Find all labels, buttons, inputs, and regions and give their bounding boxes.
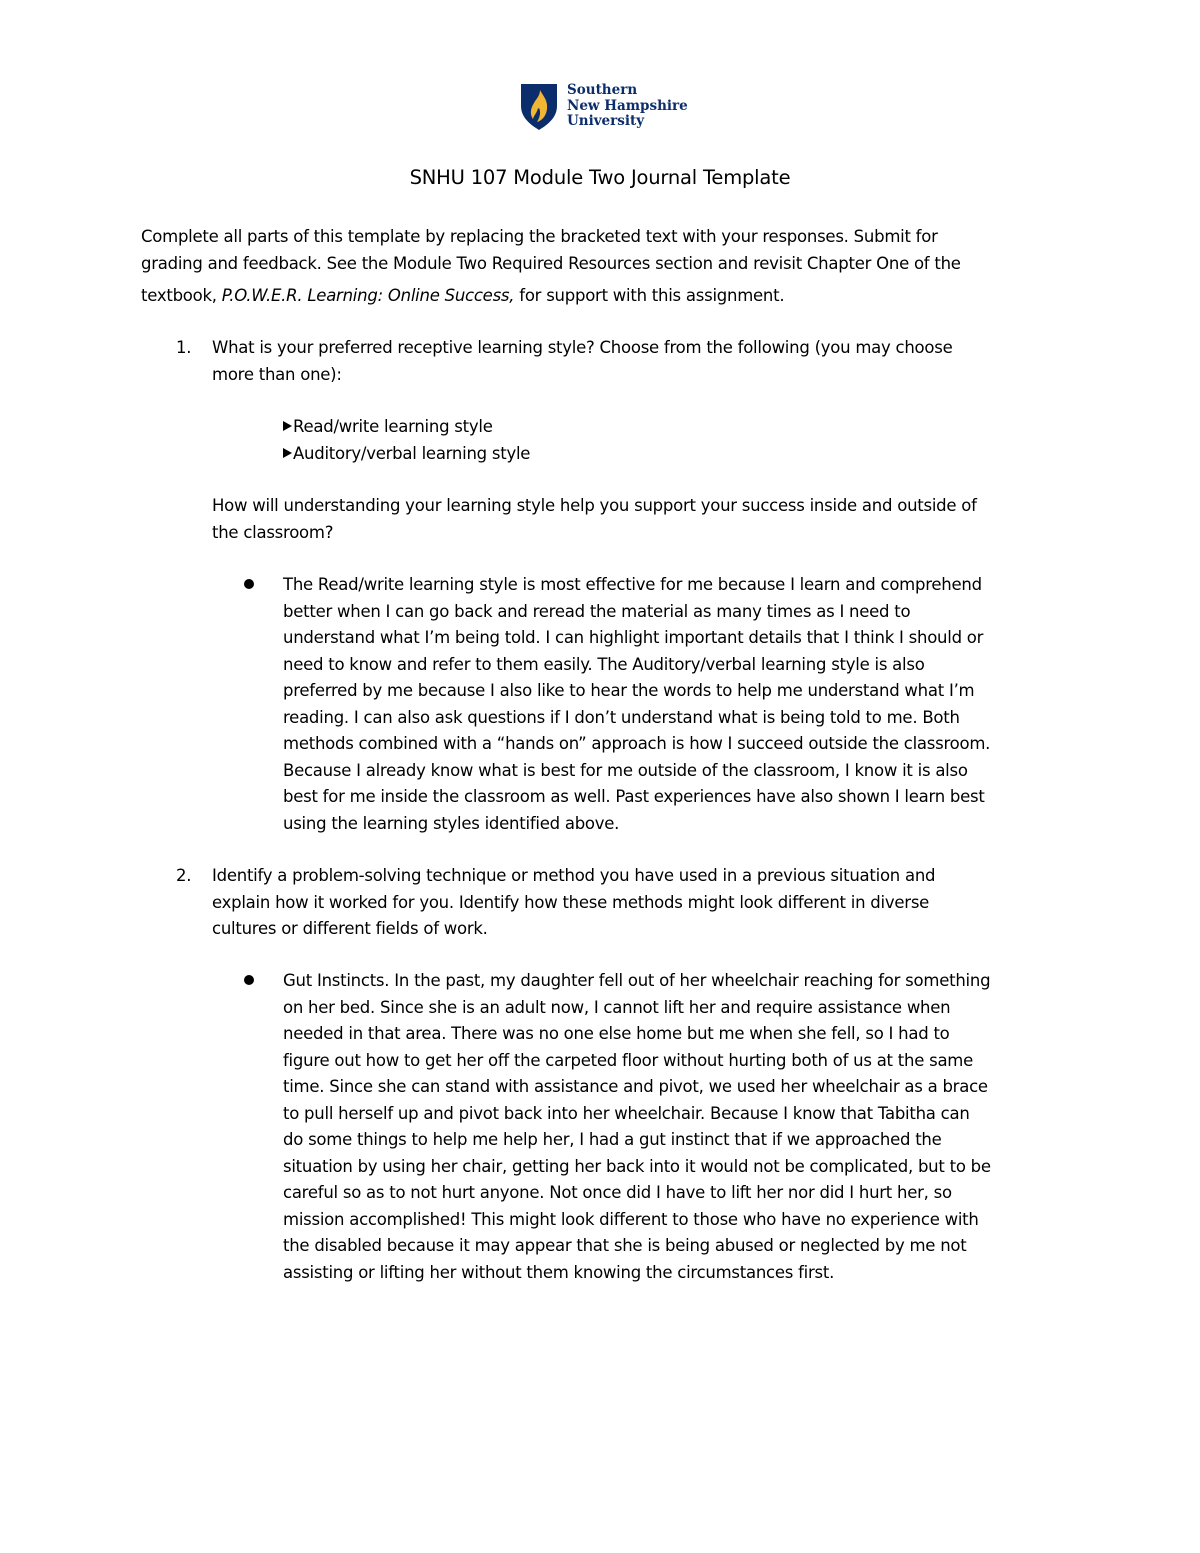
bullet-icon	[244, 975, 254, 985]
question-2-line: explain how it worked for you. Identify how these methods might look different in diverse	[212, 892, 930, 912]
answer-1-line: understand what I’m being told. I can highlight important details that I think I should or	[283, 628, 984, 647]
learning-style-label: Auditory/verbal learning style	[293, 443, 531, 463]
intro-line-2: grading and feedback. See the Module Two Required Resources section and revisit Chapter One of the	[141, 253, 961, 273]
intro-line-3	[141, 283, 1071, 310]
intro-line-3-suffix: for support with this assignment.	[514, 286, 785, 305]
logo-line-3: University	[567, 113, 645, 129]
question-2-line: Identify a problem-solving technique or method you have used in a previous situation and	[212, 866, 936, 885]
answer-2-line: situation by using her chair, getting her back into it would not be complicated, but to be	[283, 1156, 991, 1176]
learning-style-item	[283, 441, 530, 468]
answer-2-line: to pull herself up and pivot back into her wheelchair. Because I know that Tabitha can	[283, 1103, 970, 1123]
learning-style-list	[283, 414, 530, 467]
university-name	[567, 83, 688, 130]
learning-style-label: Read/write learning style	[293, 417, 493, 436]
followup-line: the classroom?	[212, 522, 334, 542]
answer-2-line: mission accomplished! This might look different to those who have no experience with	[283, 1209, 979, 1229]
answer-2-line: Gut Instincts. In the past, my daughter fell out of her wheelchair reaching for something	[283, 971, 991, 990]
logo-line-1: Southern	[567, 82, 638, 98]
answer-2-line: assisting or lifting her without them knowing the circumstances first.	[283, 1262, 835, 1282]
answer-1-line: better when I can go back and reread the material as many times as I need to	[283, 601, 911, 621]
answer-1-line: preferred by me because I also like to hear the words to help me understand what I’m	[283, 681, 975, 700]
question-2-text	[212, 863, 1072, 943]
answer-1-line: The Read/write learning style is most effective for me because I learn and comprehend	[283, 575, 982, 594]
answer-2-line: time. Since she can stand with assistance and pivot, we used her wheelchair as a brace	[283, 1077, 988, 1096]
arrow-bullet-icon	[283, 448, 292, 458]
answer-1-line: best for me inside the classroom as well. Past experiences have also shown I learn best	[283, 787, 985, 806]
logo-line-2: New Hampshire	[567, 97, 688, 114]
answer-2-line: needed in that area. There was no one else home but me when she fell, so I had to	[283, 1024, 950, 1043]
answer-2-line: careful so as to not hurt anyone. Not once did I have to lift her nor did I hurt her, so	[283, 1183, 952, 1202]
intro-line-3-prefix: textbook,	[141, 286, 222, 305]
question-1-text	[212, 335, 1072, 388]
question-2-number: 2.	[176, 866, 192, 885]
intro-paragraph	[141, 224, 1071, 310]
question-1-number: 1.	[176, 338, 192, 357]
answer-2-line: figure out how to get her off the carpeted floor without hurting both of us at the same	[283, 1050, 974, 1070]
answer-1-line: using the learning styles identified above.	[283, 813, 620, 833]
page-title: SNHU 107 Module Two Journal Template	[409, 166, 791, 189]
arrow-bullet-icon	[283, 421, 292, 431]
flame-shield-icon	[521, 84, 557, 130]
university-logo	[521, 84, 688, 130]
question-1-line: more than one):	[212, 364, 342, 384]
question-2-line: cultures or different fields of work.	[212, 919, 488, 938]
answer-1-line: Because I already know what is best for me outside of the classroom, I know it is also	[283, 760, 968, 780]
answer-2-line: on her bed. Since she is an adult now, I cannot lift her and require assistance when	[283, 997, 951, 1017]
answer-2-line: do some things to help me help her, I had a gut instinct that if we approached the	[283, 1130, 942, 1149]
question-1-followup	[212, 493, 1082, 546]
answer-2-line: the disabled because it may appear that she is being abused or neglected by me not	[283, 1236, 967, 1255]
answer-1-line: need to know and refer to them easily. The Auditory/verbal learning style is also	[283, 654, 925, 674]
answer-1-line: methods combined with a “hands on” approach is how I succeed outside the classroom.	[283, 734, 991, 753]
intro-line-1: Complete all parts of this template by replacing the bracketed text with your responses. Submit for	[141, 227, 938, 246]
learning-style-item	[283, 414, 530, 441]
answer-2	[283, 968, 1083, 1286]
question-1-line: What is your preferred receptive learning style? Choose from the following (you may choose	[212, 338, 953, 357]
bullet-icon	[244, 579, 254, 589]
answer-1-line: reading. I can also ask questions if I don’t understand what is being told to me. Both	[283, 707, 960, 727]
followup-line: How will understanding your learning style help you support your success inside and outside of	[212, 496, 977, 515]
answer-1	[283, 572, 1083, 837]
textbook-title: P.O.W.E.R. Learning: Online Success,	[221, 286, 515, 305]
